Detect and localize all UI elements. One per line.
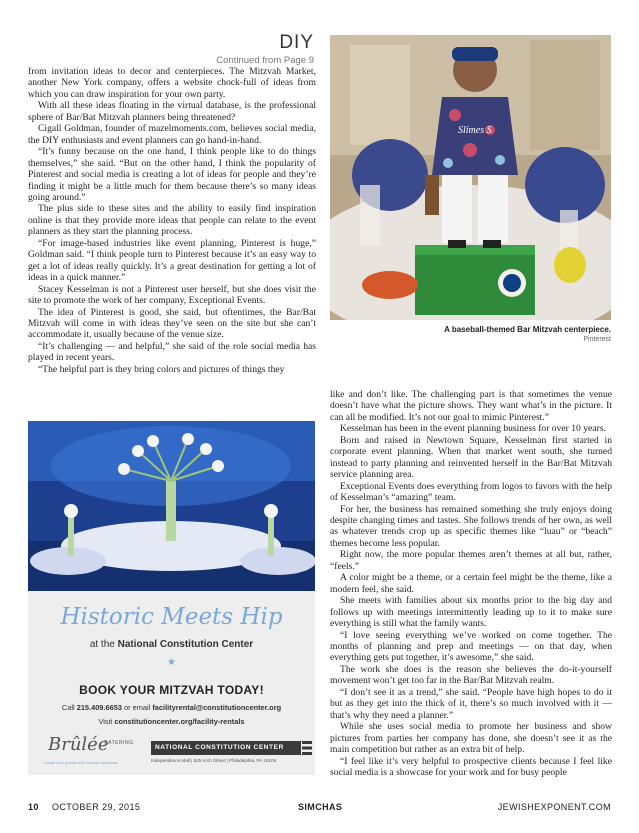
ad-venue-name: National Constitution Center [117,639,254,650]
ad-event-photo [28,421,315,591]
paragraph: “It’s challenging — and helpful,” she said of the role social media has played in recent years. [28,340,316,364]
paragraph: The plus side to these sites and the ability to easily find inspiration online is that they provide more ideas that people can relate to the event planners as they start the planning process. [28,203,316,238]
paragraph: “I feel like it’s very helpful to prospective clients because I feel like social media is a showcase for your work and for busy people [330,755,612,778]
centerpiece-photo [330,35,611,320]
paragraph: With all these ideas floating in the virtual database, is the professional sphere of Bar/Bat Mitzvah planners being threatened? [28,100,316,123]
ad-visit-line [28,717,315,726]
ad-call-to-action: BOOK YOUR MITZVAH TODAY! [79,683,264,697]
brulee-catering-logo [44,734,144,768]
continued-note: Continued from Page 9 [216,55,314,66]
ad-visit-prefix: Visit [98,717,115,726]
paragraph: A color might be a theme, or a certain feel might be the theme, like a modern feel, she said. [330,572,612,595]
paragraph: from invitation ideas to decor and centerpieces. The Mitzvah Market, another New York company, offers a website chock-full of ideas from which you can draw inspiration for your own party. [28,66,316,100]
paragraph: While she uses social media to promote her business and show pictures from parties her company has done, she doesn’t see it as the main competition but rather as an extra bit of help. [330,721,612,756]
paragraph: “I love seeing everything we’ve worked on come together. The months of planning and prep and meetings — on that day, when everything gets put together, it’s awesome,” she said. [330,629,612,664]
paragraph: She meets with families about six months prior to the big day and follows up with meetings intermittently leading up to it to make sure everything is still what the family wants. [330,595,612,630]
ad-subheadline [28,639,315,650]
paragraph: For her, the business has remained something she truly enjoys doing despite changing times and tastes. She follows trends of her own, as well as whatever trends crop up as specific themes like “luau” or “beach” themes become less popular. [330,503,612,549]
ncc-logo: NATIONAL CONSTITUTION CENTER [151,741,301,755]
ad-email-link[interactable]: facilityrental@constitutioncenter.org [152,703,282,712]
constitution-center-ad[interactable] [28,421,315,775]
website: JEWISHEXPONENT.COM [497,802,611,812]
paragraph: “I don’t see it as a trend,” she said. “People have high hopes to do it but as they get into the thick of it, there’s so much involved with it — that’s why they need a planner.” [330,686,612,721]
ad-website-link[interactable]: constitutioncenter.org/facility-rentals [114,717,245,726]
publication-section: SIMCHAS [298,802,343,812]
paragraph: Stacey Kesselman is not a Pinterest user herself, but she does visit the site to promote the work of her company, Exceptional Events. [28,283,316,307]
photo-caption: A baseball-themed Bar Mitzvah centerpiece. [444,325,611,334]
jersey-text: Slimes S [458,125,492,136]
page-number: 10 [28,802,39,812]
paragraph: Exceptional Events does everything from logos to favors with the help of Kesselman’s “amazing” team. [330,480,612,504]
brulee-tagline: create your guests with cultural occasions [44,760,119,765]
paragraph: The work she does is the reason she believes the do-it-yourself movement won’t get too far in the Bar/Bat Mitzvah realm. [330,663,612,687]
ad-contact-line [28,703,315,712]
star-icon: ★ [167,657,176,668]
paragraph: The idea of Pinterest is good, she said, but oftentimes, the Bar/Bat Mitzvah will come in with ideas they’ve seen on the site but she can’t accommodate it, usually because of the venue size. [28,306,316,341]
article-column-1 [28,66,316,375]
paragraph: Born and raised in Newtown Square, Kesselman first started in corporate event planning. When that market went south, she turned instead to party planning and reinvented herself in the Bar/Bat Mitzvah service planning area. [330,434,612,481]
ncc-address: Independence Mall | 525 Arch Street | Philadelphia, PA 19106 [151,758,277,763]
paragraph: “It’s funny because on the one hand, I think people like to do things themselves,” she said. “But on the other hand, I think the popularity of Pinterest and social media is creating a lot of ideas for people and they’re finding it might be a little much for them because there’s so many ideas going around.” [28,146,316,203]
ad-phone-link[interactable]: 215.409.6653 [76,703,122,712]
brulee-catering-label: CATERING [104,740,134,746]
issue-date: OCTOBER 29, 2015 [52,802,141,812]
paragraph: Kesselman has been in the event planning business for over 10 years. [340,423,606,435]
ad-sub-prefix: at the [89,639,118,650]
paragraph: Cigall Goldman, founder of mazelmoments.com, believes social media, the DIY enthusiasts and event planners can go hand-in-hand. [28,123,316,146]
ad-call-mid: or email [121,703,153,712]
section-title: DIY [279,32,314,53]
paragraph: “For image-based industries like event planning, Pinterest is huge,” Goldman said. “I think people turn to Pinterest because it’s an easy way to get a lot of ideas really quickly. It’s a great destination for getting a lot of ideas in a quick manner.” [28,237,316,284]
ad-call-prefix: Call [61,703,77,712]
brulee-script: Brûlée [48,734,109,755]
ad-headline: Historic Meets Hip [60,604,283,630]
paragraph: “The helpful part is they bring colors and pictures of things they [38,363,285,375]
ncc-stripes-icon [302,741,312,755]
article-column-2 [330,389,612,778]
paragraph: Right now, the more popular themes aren’t themes at all but, rather, “feels.” [330,549,612,572]
paragraph: like and don’t like. The challenging part is that sometimes the venue doesn’t have what the picture shows. They want what’s in the picture. It can all be modified. It’s not our goal to mimic Pinterest.” [330,389,612,423]
photo-credit: Pinterest [583,336,611,343]
